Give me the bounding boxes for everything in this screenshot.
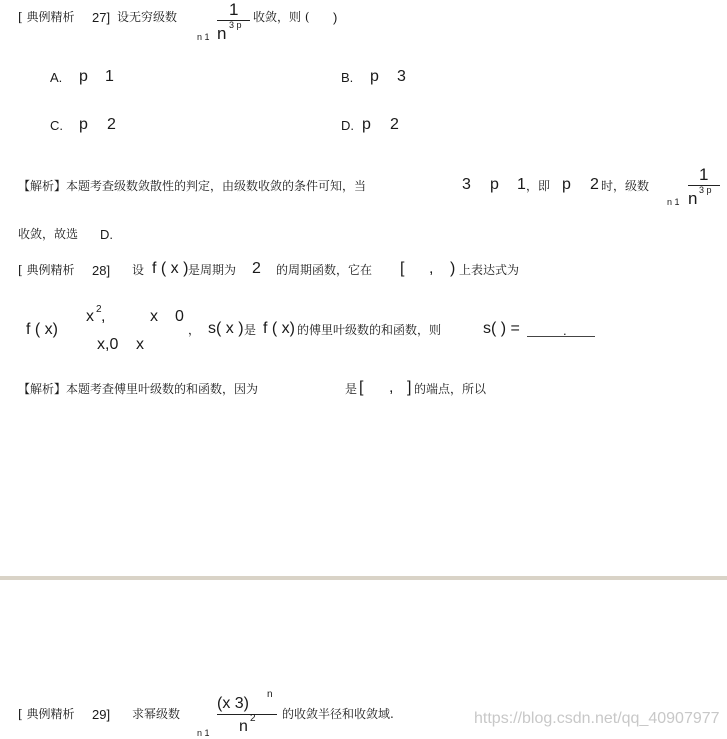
example-29-text-1: 求幂级数 <box>132 707 181 721</box>
analysis-27-two: 2 <box>590 176 599 193</box>
example-28-interval-open: [ <box>400 260 405 277</box>
analysis-27-p2: p <box>562 176 571 193</box>
example-27-number: 27] <box>92 10 111 25</box>
example-28-text-4: 上表达式为 <box>459 263 520 277</box>
example-28-piece-2: x,0 <box>97 336 119 353</box>
option-a-value: 1 <box>105 68 114 85</box>
analysis-27-conclusion: 收敛，故选 <box>18 227 79 241</box>
example-29-numerator-exponent: n <box>267 689 273 700</box>
option-c-variable: p <box>79 116 88 133</box>
example-27-fraction-numerator: 1 <box>229 0 239 19</box>
example-28-answer-blank <box>527 336 595 337</box>
example-28-fx: f ( x ) <box>152 260 189 277</box>
example-29-denominator: n <box>239 718 248 735</box>
example-28-period: 2 <box>252 260 261 277</box>
example-27-label: [ 典例精析 <box>18 10 75 24</box>
analysis-27-exponent: 3 p <box>699 185 712 195</box>
analysis-27-fraction-denominator: n <box>688 189 698 208</box>
analysis-28-bracket-close: ] <box>407 379 412 396</box>
analysis-27-text: 【解析】本题考查级数敛散性的判定，由级数收敛的条件可知，当 <box>18 179 367 193</box>
example-28-comma: ， <box>188 323 201 337</box>
option-d-value: 2 <box>390 116 399 133</box>
example-27-sum-index: n 1 <box>197 32 210 42</box>
watermark: https://blog.csdn.net/qq_40907977 <box>474 710 720 727</box>
example-28-text-2: 是周期为 <box>188 263 237 277</box>
example-28-condition-1-zero: 0 <box>175 308 184 325</box>
example-28-piece-1-exponent: 2 <box>96 304 102 315</box>
option-a-letter: A. <box>50 70 63 85</box>
example-29-text-2: 的收敛半径和收敛域. <box>282 707 394 721</box>
analysis-27-answer: D. <box>100 227 113 242</box>
analysis-28-bracket-comma: , <box>389 379 394 396</box>
option-c-letter: C. <box>50 118 63 133</box>
example-29-sum-index: n 1 <box>197 728 210 738</box>
example-28-def-fx: f ( x) <box>26 321 58 338</box>
example-28-interval-close: ) <box>450 260 456 277</box>
example-29-fraction-bar <box>217 714 277 715</box>
example-27-text: 设无穷级数 <box>117 10 178 24</box>
example-28-text-1: 设 <box>132 263 145 277</box>
example-29-label: [ 典例精析 <box>18 707 75 721</box>
analysis-28-bracket-open: [ <box>359 379 364 396</box>
example-28-condition-2-x: x <box>136 336 144 353</box>
example-28-number: 28] <box>92 263 111 278</box>
analysis-27-p: p <box>490 176 499 193</box>
example-28-fx-2: f ( x) <box>263 320 295 337</box>
page-divider <box>0 576 727 580</box>
analysis-27-one: 1 <box>517 176 526 193</box>
example-28-sx: s( x ) <box>208 320 244 337</box>
option-d-variable: p <box>362 116 371 133</box>
example-27-paren-close: ) <box>333 10 338 25</box>
analysis-27-fraction-numerator: 1 <box>699 165 709 184</box>
example-29-number: 29] <box>92 707 111 722</box>
example-29-denominator-exponent: 2 <box>250 713 256 724</box>
example-28-label: [ 典例精析 <box>18 263 75 277</box>
analysis-28-endpoints: 的端点，所以 <box>414 382 487 396</box>
analysis-27-series-word: 时，级数 <box>601 179 650 193</box>
option-a-variable: p <box>79 68 88 85</box>
example-28-text-3: 的周期函数，它在 <box>276 263 373 277</box>
option-d-letter: D. <box>341 118 354 133</box>
example-28-interval-comma: , <box>429 260 434 277</box>
option-b-letter: B. <box>341 70 354 85</box>
example-29-numerator: (x 3) <box>217 695 249 712</box>
example-27-text-after: 收敛，则 ( <box>253 10 310 24</box>
option-b-variable: p <box>370 68 379 85</box>
example-27-fraction-denominator: n <box>217 24 227 43</box>
example-28-piece-1-comma: , <box>101 308 106 325</box>
example-28-s-of-pi: s( ) = <box>483 320 520 337</box>
analysis-27-ie: ，即 <box>526 179 551 193</box>
example-28-text-6: 的傅里叶级数的和函数，则 <box>297 323 442 337</box>
option-c-value: 2 <box>107 116 116 133</box>
analysis-27-sum-index: n 1 <box>667 197 680 207</box>
example-28-condition-1-x: x <box>150 308 158 325</box>
example-27-exponent: 3 p <box>229 20 242 30</box>
example-28-blank-dot: . <box>563 323 567 338</box>
analysis-28-is: 是 <box>345 382 358 396</box>
analysis-28-text: 【解析】本题考查傅里叶级数的和函数，因为 <box>18 382 259 396</box>
example-28-piece-1: x <box>86 308 94 325</box>
analysis-27-three: 3 <box>462 176 471 193</box>
option-b-value: 3 <box>397 68 406 85</box>
example-28-text-5: 是 <box>244 323 257 337</box>
